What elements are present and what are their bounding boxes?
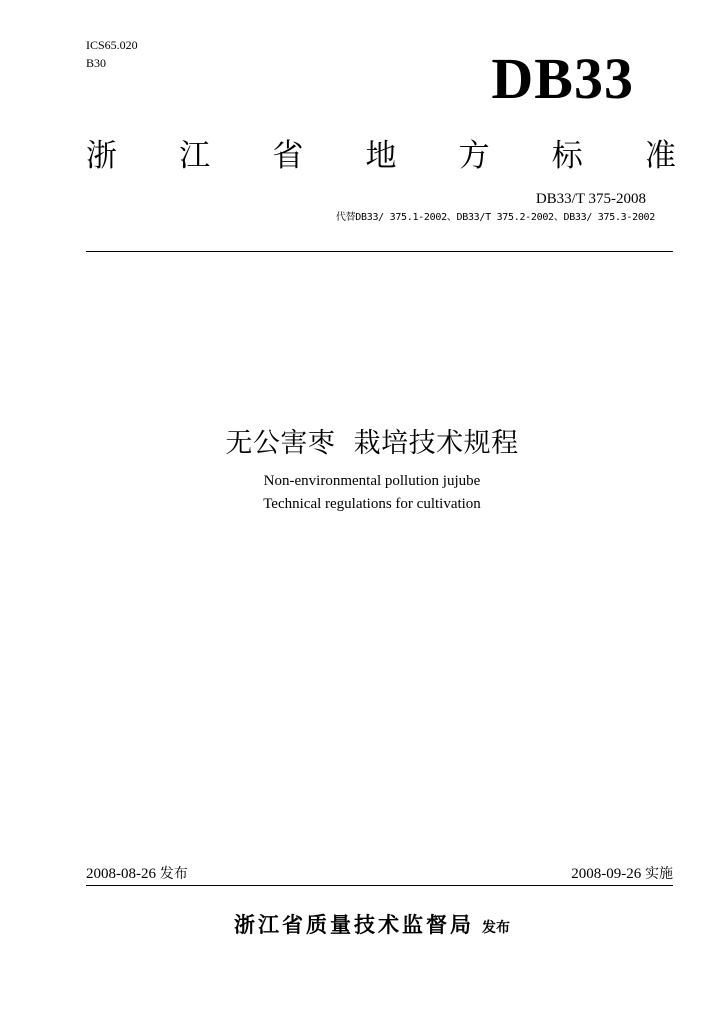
standard-code-logo: DB33 bbox=[491, 46, 634, 111]
publish-label: 发布 bbox=[482, 920, 510, 936]
title-char: 省 bbox=[272, 138, 304, 174]
publisher-line bbox=[0, 910, 724, 943]
issue-date bbox=[86, 864, 188, 884]
implementation-date-value: 2008-09-26 bbox=[571, 866, 642, 882]
standard-number: DB33/T 375-2008 bbox=[535, 191, 646, 207]
standard-category-title bbox=[86, 136, 676, 176]
title-char: 江 bbox=[179, 138, 211, 174]
title-char: 方 bbox=[458, 138, 490, 174]
ics-code: ICS65.020 bbox=[86, 38, 138, 52]
title-char: 标 bbox=[551, 138, 583, 174]
issue-label: 发布 bbox=[159, 866, 188, 882]
document-title-en-line1: Non-environmental pollution jujube bbox=[263, 473, 481, 489]
publisher-name: 浙江省质量技术监督局 bbox=[234, 913, 474, 937]
title-char: 地 bbox=[365, 138, 397, 174]
title-char: 准 bbox=[644, 138, 676, 174]
ccs-code: B30 bbox=[86, 56, 107, 70]
document-title-zh: 无公害枣 栽培技术规程 bbox=[225, 428, 519, 459]
implementation-date bbox=[571, 864, 673, 884]
issue-date-value: 2008-08-26 bbox=[86, 866, 156, 882]
implementation-label: 实施 bbox=[645, 866, 673, 882]
replaces-note: 代替DB33/ 375.1-2002、DB33/T 375.2-2002、DB33/ 375.3-2002 bbox=[335, 212, 655, 223]
title-char: 浙 bbox=[86, 138, 117, 174]
footer-divider bbox=[86, 885, 673, 886]
header-divider bbox=[86, 251, 673, 252]
document-title-en-line2: Technical regulations for cultivation bbox=[263, 496, 481, 512]
